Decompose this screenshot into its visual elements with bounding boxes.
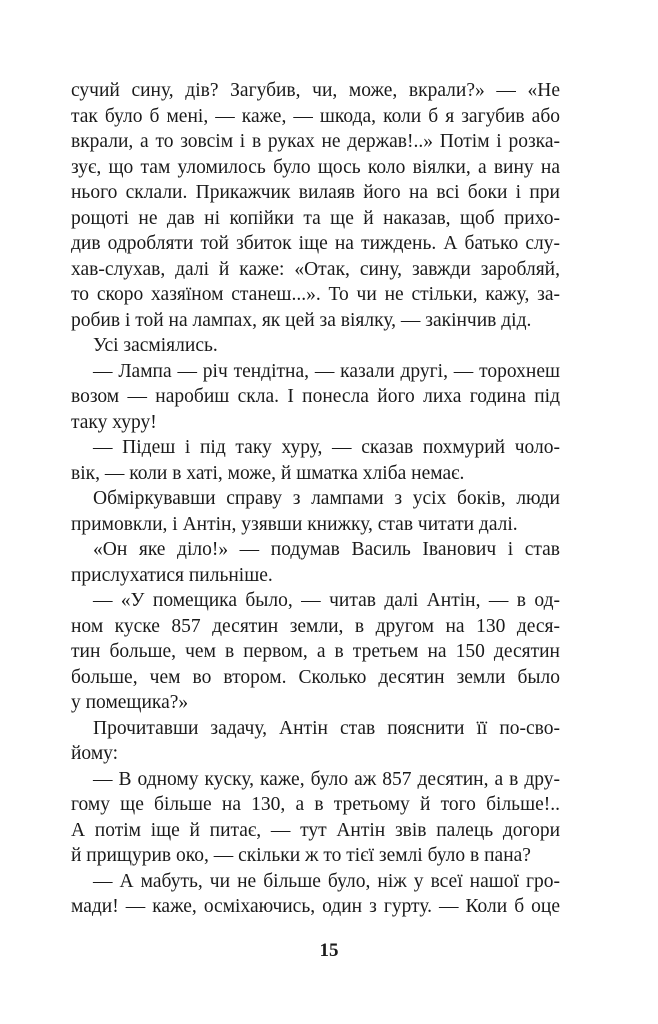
text-line: хав-слухав, далі й каже: «Отак, сину, завжди заробляй, [71,258,560,280]
text-line: тин больше, чем в первом, а в третьем на 150 десятин [71,641,560,662]
text-line: гому ще більше на 130, а в третьому й того більше!.. [71,794,560,815]
text-line: прислухатися пильніше. [71,564,273,586]
page-number: 15 [319,940,339,961]
text-line: возом — наробиш скла. І понесла його лиха година під [71,386,560,407]
text-line: зує, що там уломилось було щось коло віялки, а вину на [71,156,560,178]
text-line: так було б мені, — каже, — шкода, коли б я загубив або [71,105,560,127]
text-line: — Лампа — річ тендітна, — казали другі, — торохнеш [93,360,560,382]
body-text [71,78,560,920]
text-line: Прочитавши задачу, Антін став пояснити її по-сво- [93,717,560,739]
text-line: мади! — каже, осміхаючись, один з гурту. — Коли б оце [71,896,560,917]
text-line: сучий сину, дів? Загубив, чи, може, вкрали?» — «Не [71,80,560,101]
text-line: то скоро хазяїном станеш...». То чи не стільки, кажу, за- [71,284,560,305]
text-line: — В одному куску, каже, було аж 857 десятин, а в дру- [93,768,560,790]
text-line: ном куске 857 десятин земли, в другом на 130 деся- [71,615,560,637]
text-line: робив і той на лампах, як цей за віялку, — закінчив дід. [71,309,532,331]
text-line: Усі засміялись. [93,335,218,356]
text-line: нього склали. Прикажчик вилаяв його на всі боки і при [71,182,560,203]
text-line: вік, — коли в хаті, може, й шматка хліба немає. [71,462,465,484]
text-line: — Підеш і під таку хуру, — сказав похмурий чоло- [93,437,560,458]
text-line: йому: [71,743,119,764]
text-line: рощоті не дав ні копійки та ще й наказав, щоб прихо- [71,207,560,229]
text-line: й прищурив око, — скільки ж то тієї землі було в пана? [71,845,531,866]
text-line: — А мабуть, чи не більше було, ніж у всеї нашої гро- [93,870,560,892]
text-line: Обміркувавши справу з лампами з усіх боків, люди [93,488,560,509]
text-line: «Он яке діло!» — подумав Василь Іванович і став [93,539,560,560]
text-line: больше, чем во втором. Сколько десятин земли было [71,666,560,688]
text-line: — «У помещика было, — читав далі Антін, — в од- [93,590,560,611]
text-line: таку хуру! [71,411,157,433]
text-line: вкрали, а то зовсім і в руках не держав!..» Потім і розка- [71,131,560,152]
text-line: див одробляти той збиток іще на тиждень. А батько слу- [71,233,560,254]
text-line: у помещика?» [71,692,189,713]
text-line: А потім іще й питає, — тут Антін звів палець догори [71,819,560,841]
text-line: примовкли, і Антін, узявши книжку, став читати далі. [71,513,518,535]
